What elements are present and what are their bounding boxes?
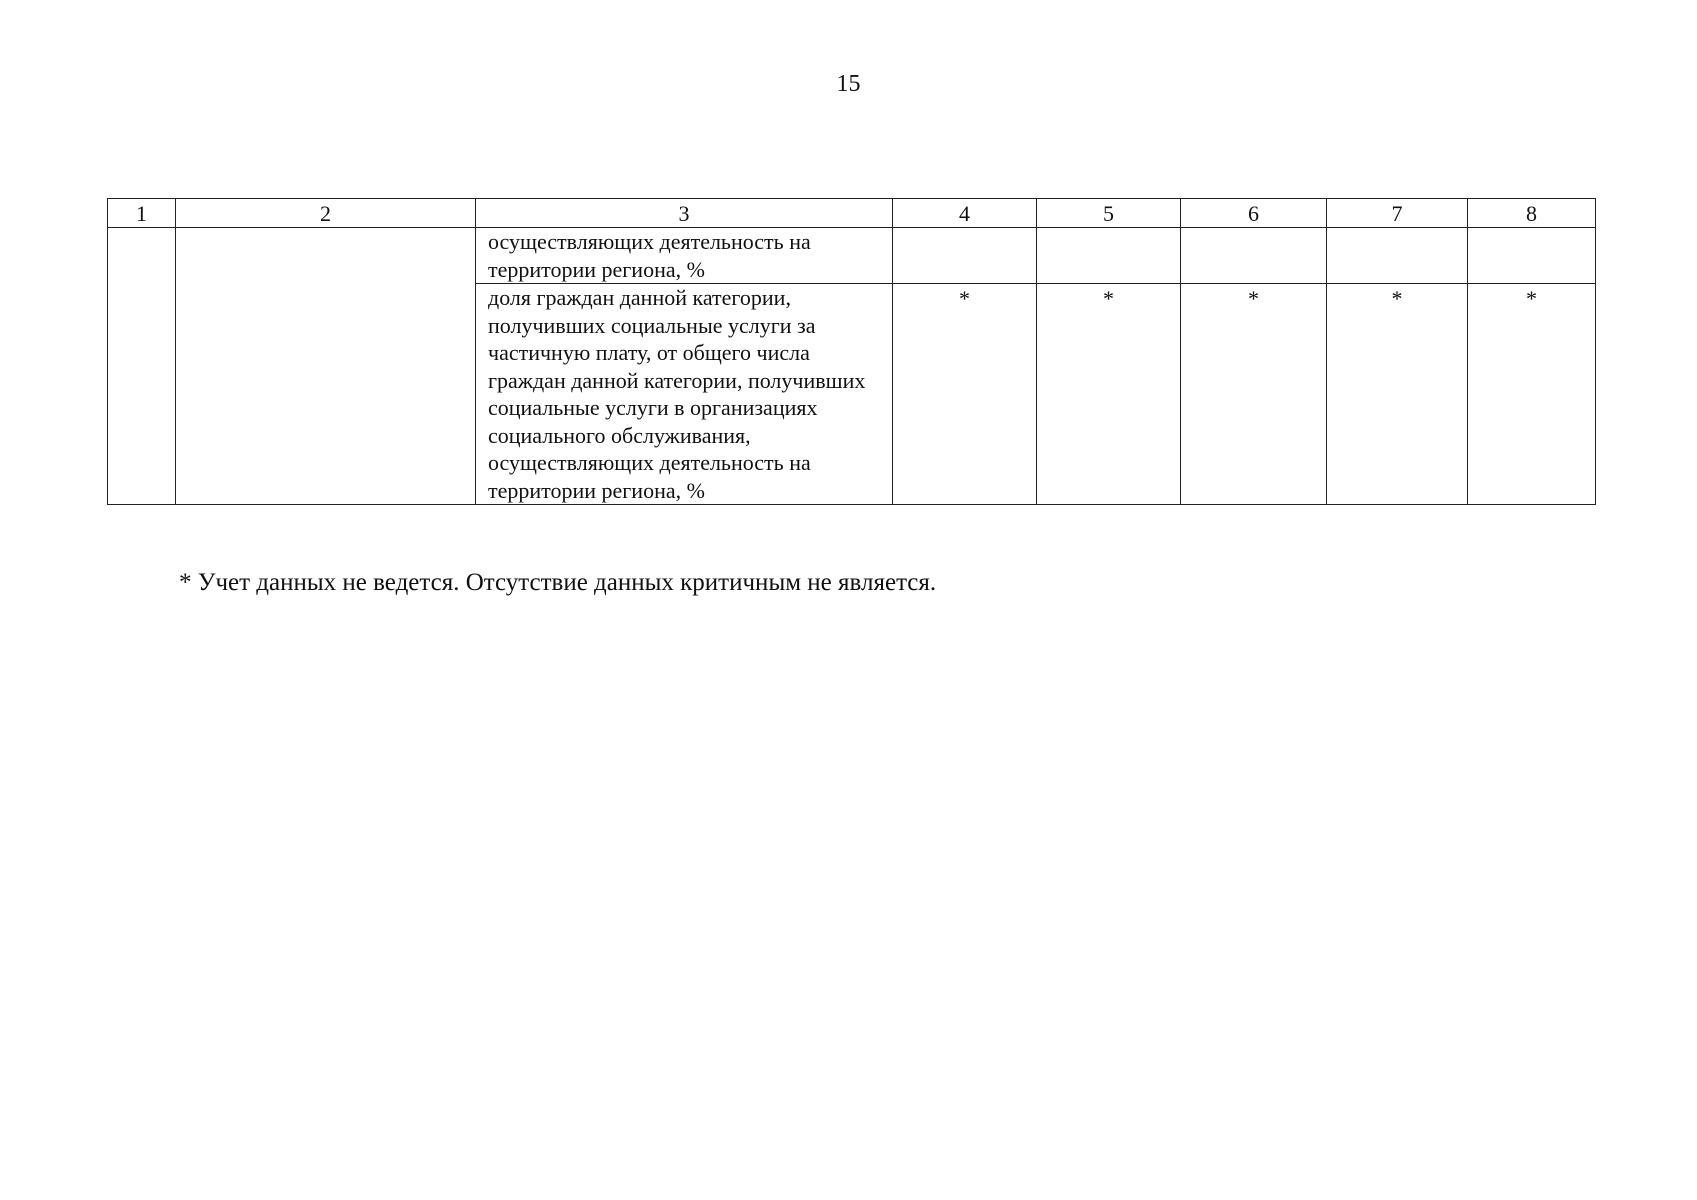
column-header-1: 1 — [108, 199, 176, 228]
table-cell-value — [893, 228, 1037, 284]
table-cell-value: * — [893, 284, 1037, 505]
column-header-2: 2 — [176, 199, 476, 228]
table-cell-col2 — [176, 228, 476, 505]
table-cell-value: * — [1468, 284, 1596, 505]
table-cell-value: * — [1181, 284, 1327, 505]
column-header-7: 7 — [1327, 199, 1468, 228]
table-cell-value: * — [1037, 284, 1181, 505]
column-header-3: 3 — [476, 199, 893, 228]
column-header-6: 6 — [1181, 199, 1327, 228]
column-header-8: 8 — [1468, 199, 1596, 228]
column-header-5: 5 — [1037, 199, 1181, 228]
table-cell-col1 — [108, 228, 176, 505]
indicator-description: доля граждан данной категории, получивших социальные услуги за частичную плату, от общего числа граждан данной категории, получивших социальные услуги в организациях социального обслуживания, осуществляющих деятельность на территории региона, % — [476, 284, 893, 505]
indicator-description: осуществляющих деятельность на территории региона, % — [476, 228, 893, 284]
table-cell-value — [1181, 228, 1327, 284]
column-header-4: 4 — [893, 199, 1037, 228]
table-cell-value: * — [1327, 284, 1468, 505]
table-cell-value — [1327, 228, 1468, 284]
table-cell-value — [1037, 228, 1181, 284]
page-number: 15 — [836, 71, 861, 97]
table-cell-value — [1468, 228, 1596, 284]
table-header-row — [108, 199, 1596, 228]
table-row — [108, 228, 1596, 284]
indicators-table — [107, 198, 1596, 505]
footnote: * Учет данных не ведется. Отсутствие данных критичным не является. — [179, 569, 937, 596]
